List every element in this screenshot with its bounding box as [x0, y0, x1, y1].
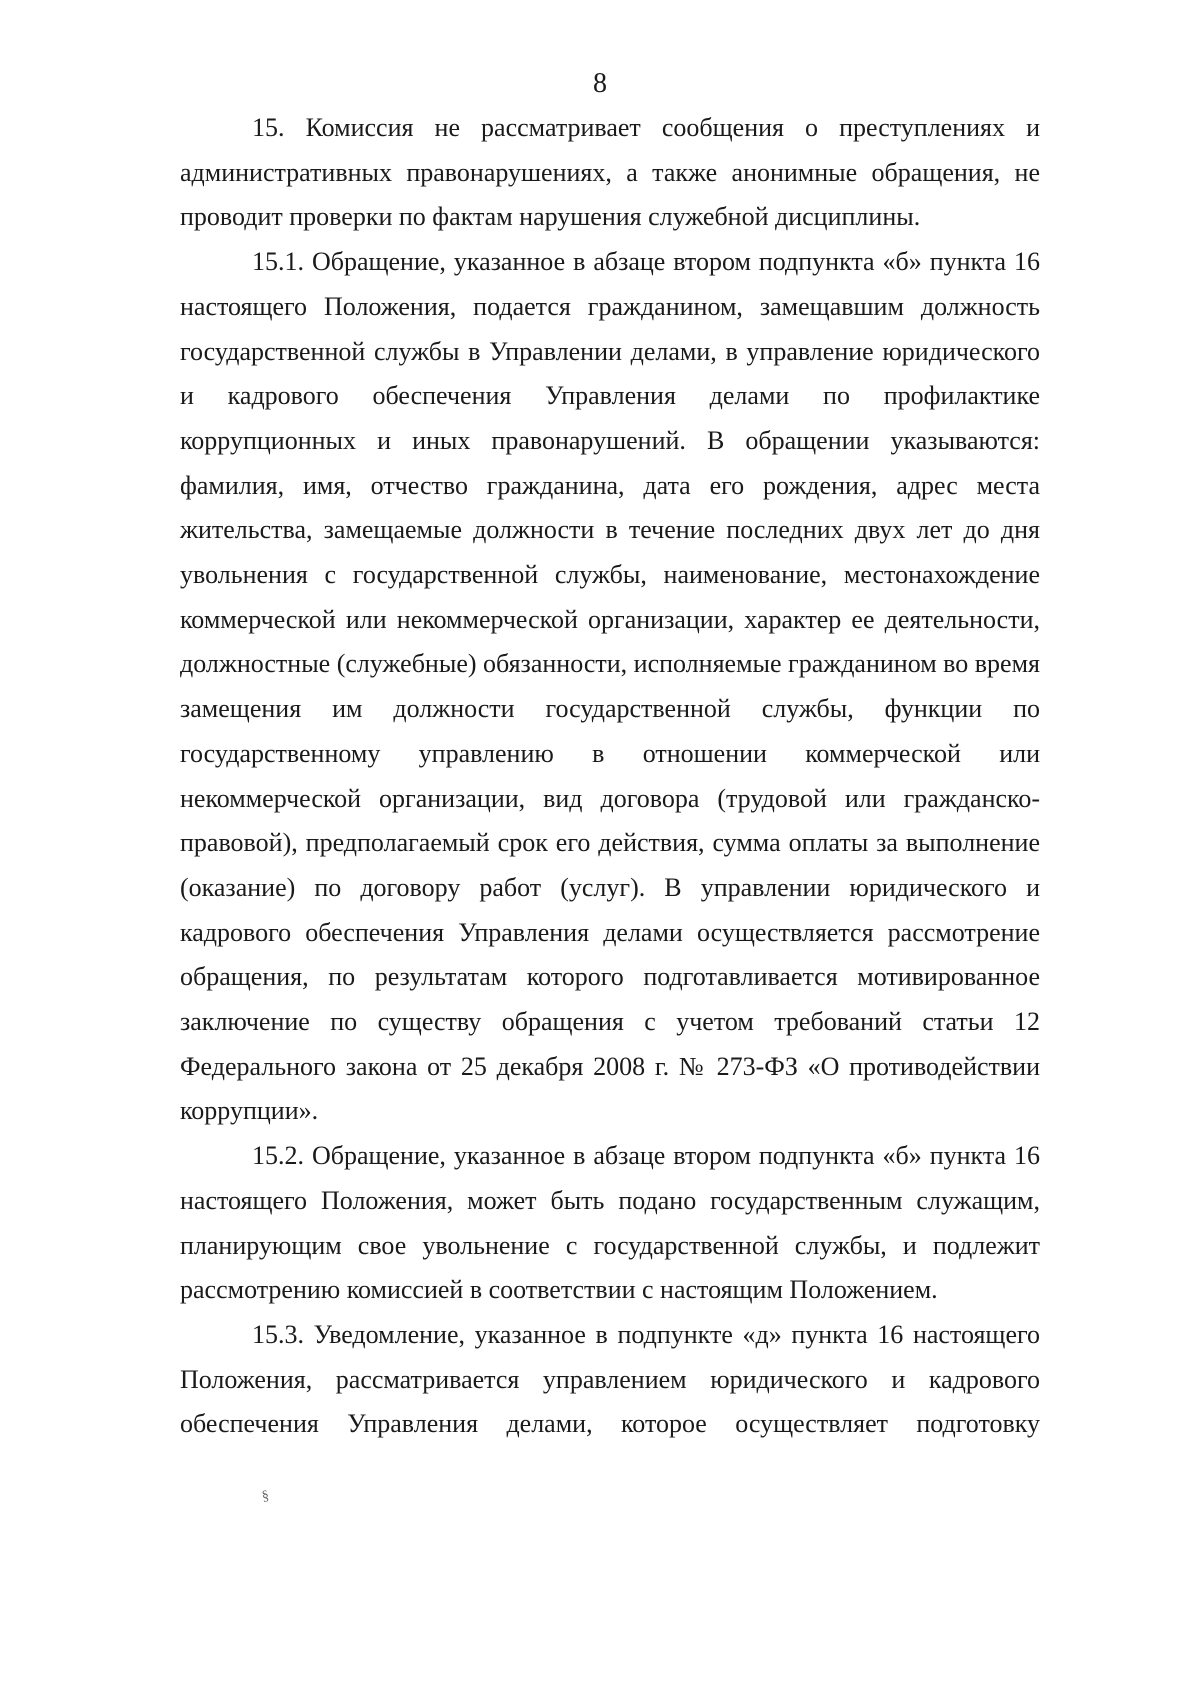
paragraph-15-1: 15.1. Обращение, указанное в абзаце втором подпункта «б» пункта 16 настоящего Положения, подается гражданином, замещавшим должность государственной службы в Управлении делами, в управление юридического и кадрового обеспечения Управления делами по профилактике коррупционных и иных правонарушений. В обращении указываются: фамилия, имя, отчество гражданина, дата его рождения, адрес места жительства, замещаемые должности в течение последних двух лет до дня увольнения с государственной службы, наименование, местонахождение коммерческой или некоммерческой организации, характер ее деятельности, должностные (служебные) обязанности, исполняемые гражданином во время замещения им должности государственной службы, функции по государственному управлению в отношении коммерческой или некоммерческой организации, вид договора (трудовой или гражданско-правовой), предполагаемый срок его действия, сумма оплаты за выполнение (оказание) по договору работ (услуг). В управлении юридического и кадрового обеспечения Управления делами осуществляется рассмотрение обращения, по результатам которого подготавливается мотивированное заключение по существу обращения с учетом требований статьи 12 Федерального закона от 25 декабря 2008 г. № 273-ФЗ «О противодействии коррупции».: [180, 247, 1040, 1126]
scan-artifact-mark: §: [260, 1488, 271, 1505]
paragraph-15-3: 15.3. Уведомление, указанное в подпункте «д» пункта 16 настоящего Положения, рассматривается управлением юридического и кадрового обеспечения Управления делами, которое осуществляет подготовку: [180, 1319, 1040, 1439]
page-number: 8: [593, 68, 607, 99]
paragraph-15-2: 15.2. Обращение, указанное в абзаце втором подпункта «б» пункта 16 настоящего Положения, может быть подано государственным служащим, планирующим свое увольнение с государственной службы, и подлежит рассмотрению комиссией в соответствии с настоящим Положением.: [180, 1141, 1040, 1305]
paragraph-15: 15. Комиссия не рассматривает сообщения о преступлениях и административных правонарушениях, а также анонимные обращения, не проводит проверки по фактам нарушения служебной дисциплины.: [180, 113, 1040, 232]
document-body: [180, 106, 1040, 1447]
